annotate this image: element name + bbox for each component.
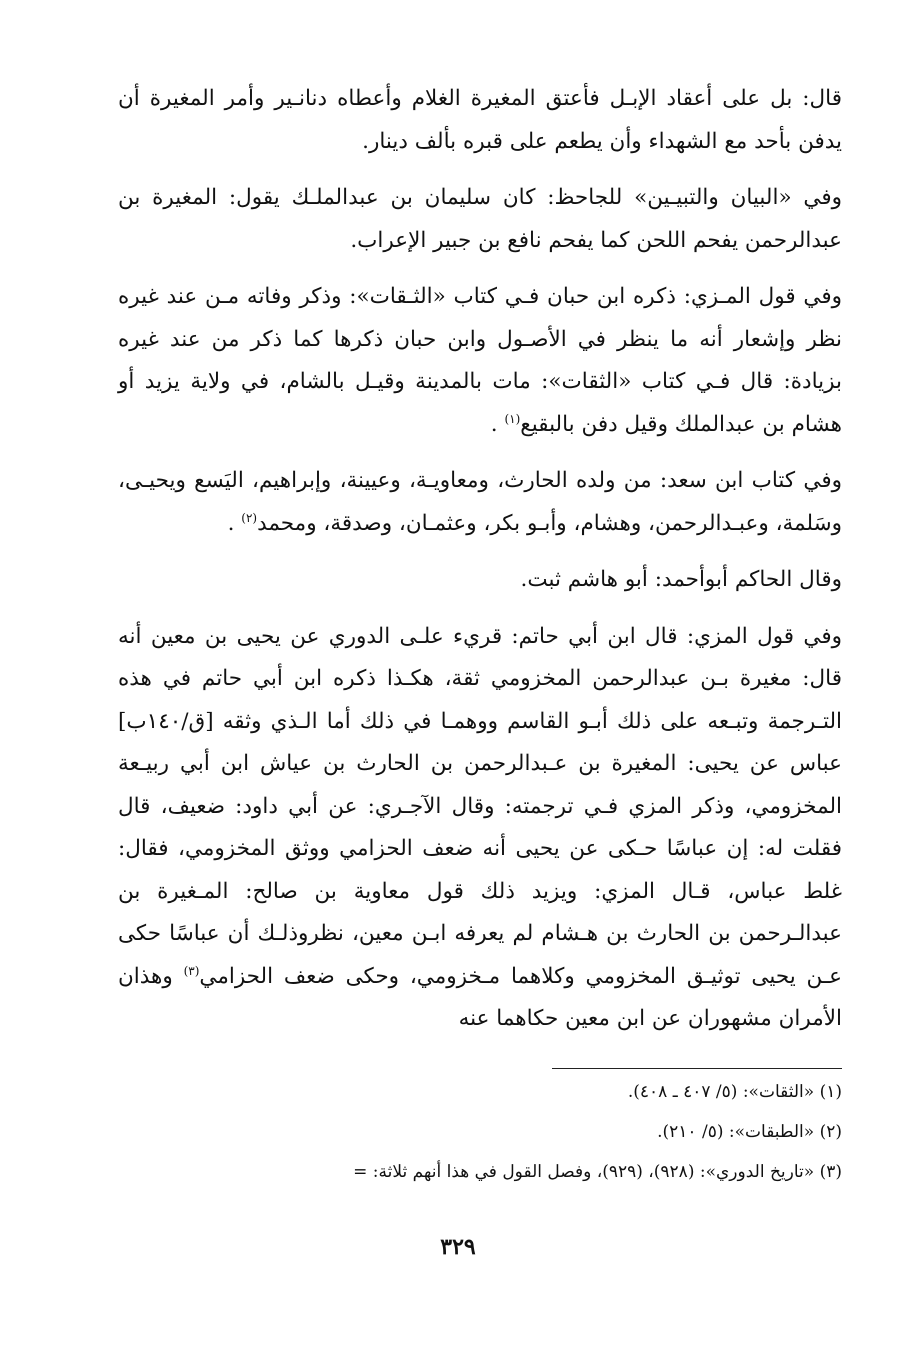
paragraph-2 xyxy=(118,177,842,262)
page-number: ٣٢٩ xyxy=(440,1234,476,1260)
footnote-3: (٣) «تاريخ الدوري»: (٩٢٨)، (٩٢٩)، وفصل القول في هذا أنهم ثلاثة: = xyxy=(353,1162,842,1182)
paragraph-1 xyxy=(118,78,842,163)
paragraph-4-end: . xyxy=(227,510,242,536)
paragraph-6-end: وهذان الأمران مشهوران عن ابن معين حكاهما عنه xyxy=(118,963,842,1031)
paragraph-2-text: وفي «البيان والتبيـين» للجاحظ: كان سليمان بن عبدالملـك يقول: المغيرة بن عبدالرحمن يفحم اللحن كما يفحم نافع بن جبير الإعراب. xyxy=(118,185,842,253)
paragraph-5 xyxy=(118,559,842,602)
footnote-ref-2[interactable]: (٢) xyxy=(241,510,258,525)
paragraph-3-end: . xyxy=(490,411,505,437)
paragraph-6-text: وفي قول المزي: قال ابن أبي حاتم: قريء علـى الدوري عن يحيى بن معين أنه قال: مغيرة بـن عبدالرحمن المخزومي ثقة، هكـذا ذكره ابن أبي حاتم في هذه التـرجمة وتبـعه على ذلك أبـو القاسم ووهمـا في ذلك أما الـذي وثقه [ق/١٤٠ب] عباس عن يحيى: المغيرة بن عـبدالرحمن بن الحارث بن عياش ابن أبي ربيـعة المخزومي، وذكر المزي فـي ترجمته: وقال الآجـري: عن أبي داود: ضعيف، قال فقلت له: إن عباسًا حـكى عن يحيى أنه ضعف الحزامي ووثق المخزومي، فقال: غلط عباس، قـال المزي: ويزيد ذلك قول معاوية بن صالح: المـغيرة بن عبدالـرحمن بن الحارث بن هـشام لم يعرفه ابـن معين، نظروذلـك أن عباسًا حكى عـن يحيى توثيـق المخزومي وكلاهما مـخزومي، وحكى ضعف الحزامي xyxy=(118,623,842,989)
paragraph-5-text: وقال الحاكم أبوأحمد: أبو هاشم ثبت. xyxy=(520,567,842,592)
paragraph-4-text: وفي كتاب ابن سعد: من ولده الحارث، ومعاويـة، وعيينة، وإبراهيم، اليَسع ويحيـى، وسَلمة، وعبـدالرحمن، وهشام، وأبـو بكر، وعثمـان، وصدقة، ومحمد xyxy=(118,468,842,536)
paragraph-4 xyxy=(118,460,842,545)
footnote-ref-1[interactable]: (١) xyxy=(504,411,521,426)
footnote-1: (١) «الثقات»: (٥/ ٤٠٧ ـ ٤٠٨). xyxy=(627,1082,842,1102)
paragraph-3-text: وفي قول المـزي: ذكره ابن حبان فـي كتاب «الثـقات»: وذكر وفاته مـن عند غيره نظر وإشعار أنه ما ينظر في الأصـول وابن حبان ذكرها كما ذكر من عند غيره بزيادة: قال فـي كتاب «الثقات»: مات بالمدينة وقيـل بالشام، في ولاية يزيد أو هشام بن عبدالملك وقيل دفن بالبقيع xyxy=(118,284,842,437)
paragraph-6 xyxy=(118,616,842,1041)
footnote-2: (٢) «الطبقات»: (٥/ ٢١٠). xyxy=(657,1122,842,1142)
paragraph-1-text: قال: بل على أعقاد الإبـل فأعتق المغيرة الغلام وأعطاه دنانـير وأمر المغيرة أن يدفن بأحد مع الشهداء وأن يطعم على قبره بألف دينار. xyxy=(118,86,842,154)
paragraph-3 xyxy=(118,276,842,446)
footnotes xyxy=(118,1082,842,1202)
main-text xyxy=(118,78,842,1055)
footnote-ref-3[interactable]: (٣) xyxy=(183,963,200,978)
footnote-divider xyxy=(552,1068,842,1069)
